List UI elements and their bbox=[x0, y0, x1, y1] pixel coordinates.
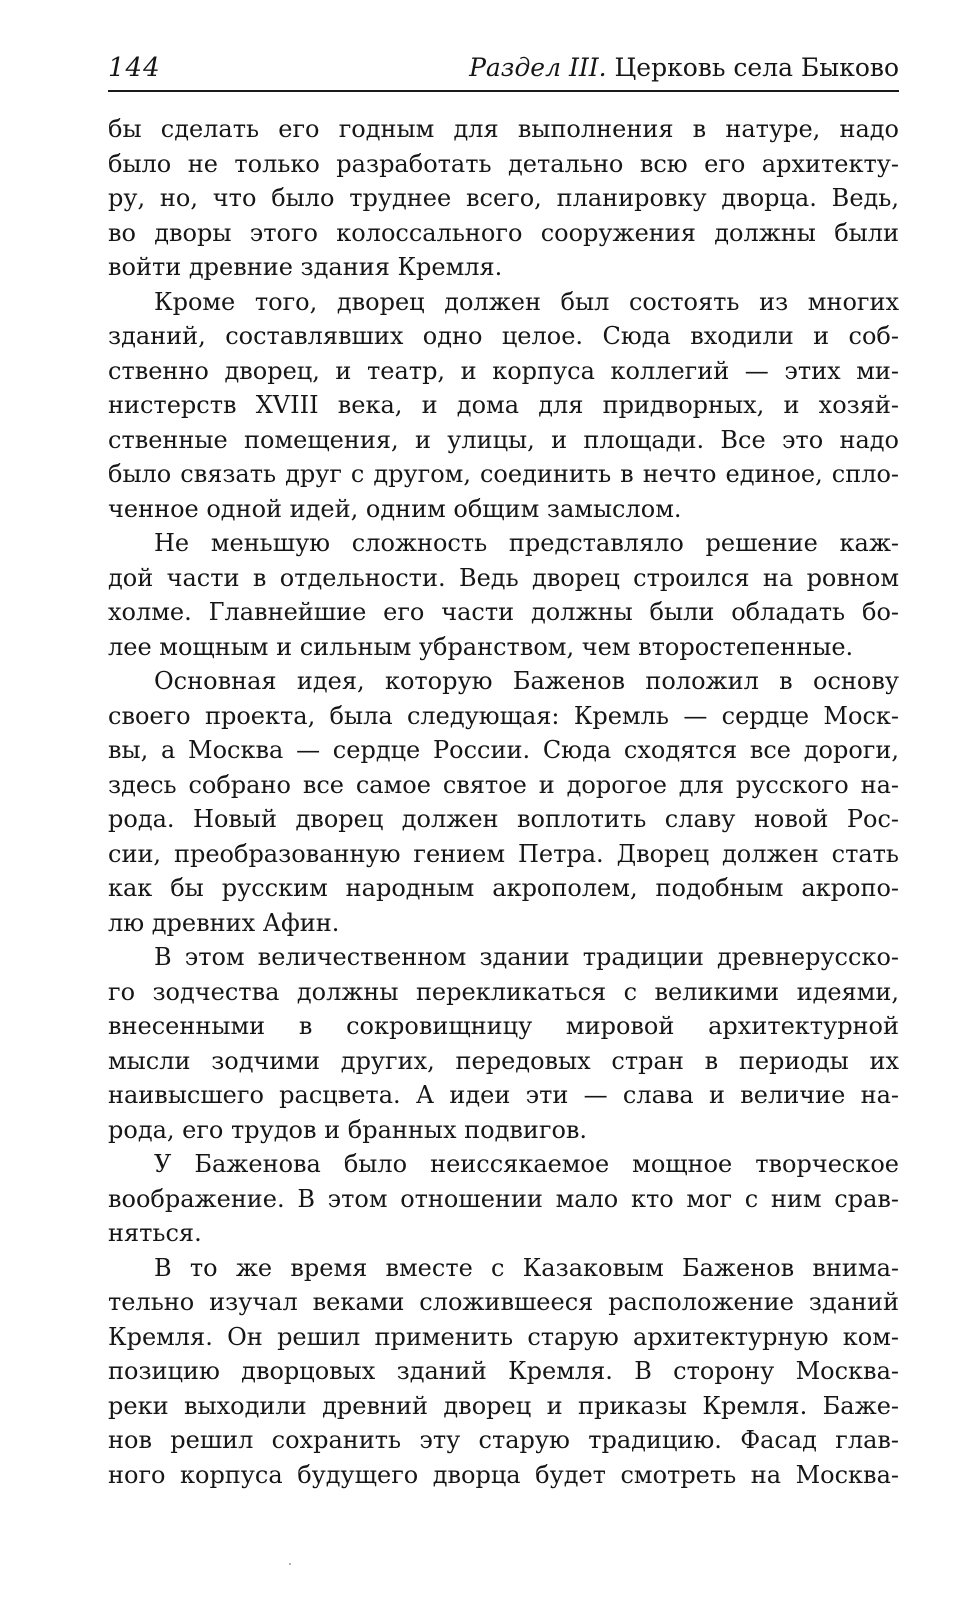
text-line: няться. bbox=[108, 1219, 202, 1247]
text-line: внесенными в сокровищницу мировой архитектурной bbox=[108, 1012, 899, 1040]
text-line: своего проекта, была следующая: Кремль — сердце Моск- bbox=[108, 701, 899, 730]
text-line: го зодчества должны перекликаться с великими идеями, bbox=[108, 977, 899, 1006]
text-line: лю древних Афин. bbox=[108, 908, 340, 937]
running-header bbox=[108, 48, 899, 92]
text-line: мысли зодчими других, передовых стран в периоды их bbox=[108, 1046, 899, 1075]
text-line: бы сделать его годным для выполнения в натуре, надо bbox=[108, 115, 899, 143]
paragraph bbox=[108, 664, 899, 940]
text-line: реки выходили древний дворец и приказы Кремля. Баже- bbox=[108, 1391, 899, 1420]
text-line: холме. Главнейшие его части должны были обладать бо- bbox=[108, 598, 899, 626]
text-line: нов решил сохранить эту старую традицию. Фасад глав- bbox=[108, 1426, 899, 1454]
paragraph bbox=[108, 526, 899, 664]
text-line: В то же время вместе с Казаковым Баженов внима- bbox=[154, 1253, 899, 1282]
text-line: воображение. В этом отношении мало кто мог с ним срав- bbox=[108, 1184, 899, 1213]
text-line: как бы русским народным акрополем, подобным акропо- bbox=[108, 874, 899, 902]
paragraph bbox=[108, 285, 899, 527]
text-line: наивысшего расцвета. А идеи эти — слава и величие на- bbox=[108, 1081, 899, 1109]
text-line: В этом величественном здании традиции древнерусско- bbox=[154, 943, 899, 971]
text-line: во дворы этого колоссального сооружения должны были bbox=[108, 218, 899, 247]
text-line: нистерств XVIII века, и дома для придворных, и хозяй- bbox=[108, 391, 899, 419]
text-line: вы, а Москва — сердце России. Сюда сходятся все дороги, bbox=[108, 736, 899, 764]
text-line: лее мощным и сильным убранством, чем второстепенные. bbox=[108, 632, 854, 661]
text-line: рода, его трудов и бранных подвигов. bbox=[108, 1115, 588, 1144]
text-line: Кроме того, дворец должен был состоять из многих bbox=[154, 287, 899, 316]
text-line: Основная идея, которую Баженов положил в основу bbox=[154, 667, 899, 695]
text-line: ченное одной идей, одним общим замыслом. bbox=[108, 494, 682, 523]
paragraph bbox=[108, 112, 899, 285]
text-line: ственно дворец, и театр, и корпуса коллегий — этих ми- bbox=[108, 356, 899, 385]
page-number: 144 bbox=[108, 53, 161, 83]
text-line: ного корпуса будущего дворца будет смотреть на Москва- bbox=[108, 1460, 899, 1489]
text-line: войти древние здания Кремля. bbox=[108, 253, 503, 281]
paragraph bbox=[108, 1251, 899, 1493]
text-line: зданий, составлявших одно целое. Сюда входили и соб- bbox=[108, 322, 899, 350]
text-line: дой части в отдельности. Ведь дворец строился на ровном bbox=[108, 563, 899, 592]
text-line: сии, преобразованную гением Петра. Дворец должен стать bbox=[108, 839, 899, 868]
text-line: было связать друг с другом, соединить в нечто единое, спло- bbox=[108, 460, 899, 488]
section-heading bbox=[469, 48, 899, 88]
text-line: Не меньшую сложность представляло решение каж- bbox=[154, 529, 899, 557]
text-line: было не только разработать детально всю его архитекту- bbox=[108, 149, 899, 178]
text-line: тельно изучал веками сложившееся расположение зданий bbox=[108, 1288, 899, 1316]
text-line: рода. Новый дворец должен воплотить славу новой Рос- bbox=[108, 805, 899, 833]
text-line: Кремля. Он решил применить старую архитектурную ком- bbox=[108, 1322, 899, 1351]
section-label: Раздел III. bbox=[469, 53, 607, 82]
text-line: здесь собрано все самое святое и дорогое для русского на- bbox=[108, 770, 899, 799]
paper-speck bbox=[289, 1563, 291, 1565]
paragraph bbox=[108, 1147, 899, 1251]
text-line: У Баженова было неиссякаемое мощное творческое bbox=[154, 1150, 899, 1178]
text-line: ру, но, что было труднее всего, планировку дворца. Ведь, bbox=[108, 184, 899, 212]
text-line: позицию дворцовых зданий Кремля. В сторону Москва- bbox=[108, 1357, 899, 1385]
paragraph bbox=[108, 940, 899, 1147]
body-text bbox=[108, 112, 899, 1492]
text-line: ственные помещения, и улицы, и площади. Все это надо bbox=[108, 425, 899, 454]
section-title: Церковь села Быково bbox=[614, 53, 899, 82]
